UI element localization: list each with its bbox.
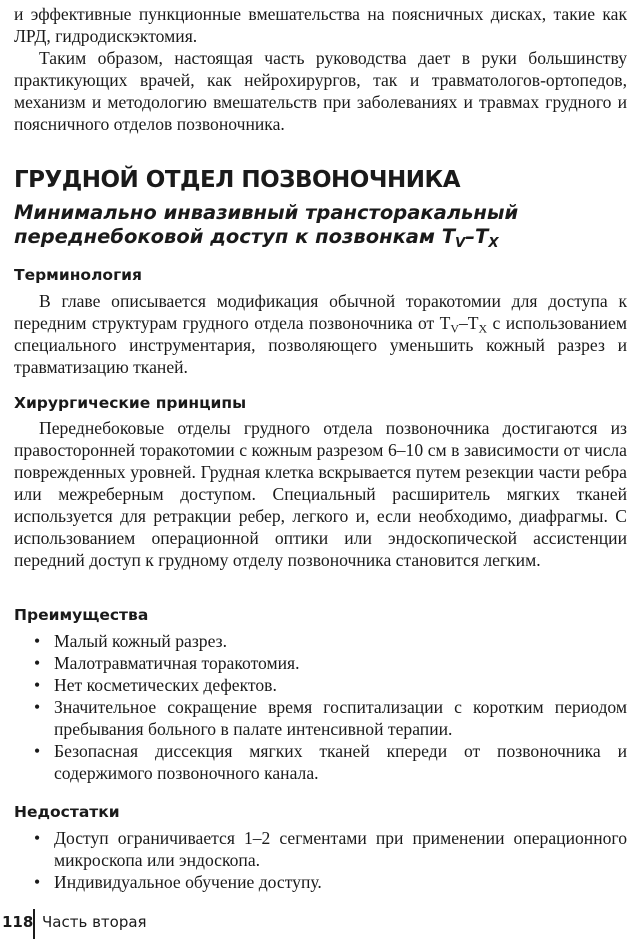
disadvantages-heading: Недостатки [14,803,120,821]
advantages-list [30,630,627,784]
list-item [30,827,627,871]
list-item [30,630,627,652]
list-item [30,674,627,696]
advantage-item-4: Значительное сокращение время госпитализации с коротким периодом пребывания больного в палате интенсивной терапии. [54,697,627,739]
subtitle-sub-v: V [455,235,466,251]
advantage-item-1: Малый кожный разрез. [54,631,227,651]
subtitle-dash: –T [465,225,489,248]
subtitle-sub-x: X [488,235,499,251]
intro-text [14,3,627,135]
terminology-dash: –T [458,313,479,333]
subtitle-line-2: переднебоковой доступ к позвонкам T [14,225,455,248]
list-item [30,696,627,740]
advantage-item-3: Нет косметических дефектов. [54,675,277,695]
intro-paragraph-summary: Таким образом, настоящая часть руководства дает в руки большинству практикующих врачей, как нейрохирургов, так и травматологов-ортопедов, механизм и методологию вмешательств при заболеваниях и травмах грудного и поясничного отделов позвоночника. [14,48,627,134]
terminology-paragraph [14,290,627,378]
disadvantages-list [30,827,627,893]
list-item [30,871,627,893]
bullet-icon: • [34,872,41,892]
terminology-text-post: с использованием специального инструментария, позволяющего уменьшить кожный разрез и травматизацию тканей. [14,313,627,377]
page-number: 118 [2,913,34,931]
bullet-icon: • [34,653,41,673]
terminology-text-pre: В главе описывается модификация обычной торакотомии для доступа к передним структурам грудного отдела позвоночника от T [14,291,627,333]
advantages-heading: Преимущества [14,606,149,624]
disadvantage-item-1: Доступ ограничивается 1–2 сегментами при применении операционного микроскопа или эндоскопа. [54,828,627,870]
chapter-title: ГРУДНОЙ ОТДЕЛ ПОЗВОНОЧНИКА [14,167,461,193]
advantage-item-2: Малотравматичная торакотомия. [54,653,300,673]
bullet-icon: • [34,828,41,848]
principles-text [14,417,627,571]
intro-paragraph-continued: и эффективные пункционные вмешательства на поясничных дисках, такие как ЛРД, гидродискэктомия. [14,4,627,46]
list-item [30,652,627,674]
section-subtitle [14,201,518,249]
bullet-icon: • [34,675,41,695]
bullet-icon: • [34,741,41,761]
subtitle-line-1: Минимально инвазивный трансторакальный [14,201,519,224]
footer-divider [33,909,35,939]
terminology-sub-x: X [478,321,488,336]
principles-heading: Хирургические принципы [14,394,247,412]
disadvantage-item-2: Индивидуальное обучение доступу. [54,872,322,892]
principles-paragraph: Переднебоковые отделы грудного отдела позвоночника достигаются из правосторонней торакотомии с кожным разрезом 6–10 см в зависимости от числа поврежденных уровней. Грудная клетка вскрывается путем резекции части ребра или межреберным доступом. Специальный расширитель мягких тканей используется для ретракции ребер, легкого и, если необходимо, диафрагмы. С использованием операционной оптики или эндоскопической ассистенции передний доступ к грудному отделу позвоночника становится легким. [14,418,627,570]
bullet-icon: • [34,697,41,717]
list-item [30,740,627,784]
terminology-text [14,290,627,378]
advantage-item-5: Безопасная диссекция мягких тканей кпереди от позвоночника и содержимого позвоночного канала. [54,741,627,783]
terminology-heading: Терминология [14,266,142,284]
terminology-sub-v: V [450,321,459,336]
running-title: Часть вторая [42,913,147,931]
bullet-icon: • [34,631,41,651]
